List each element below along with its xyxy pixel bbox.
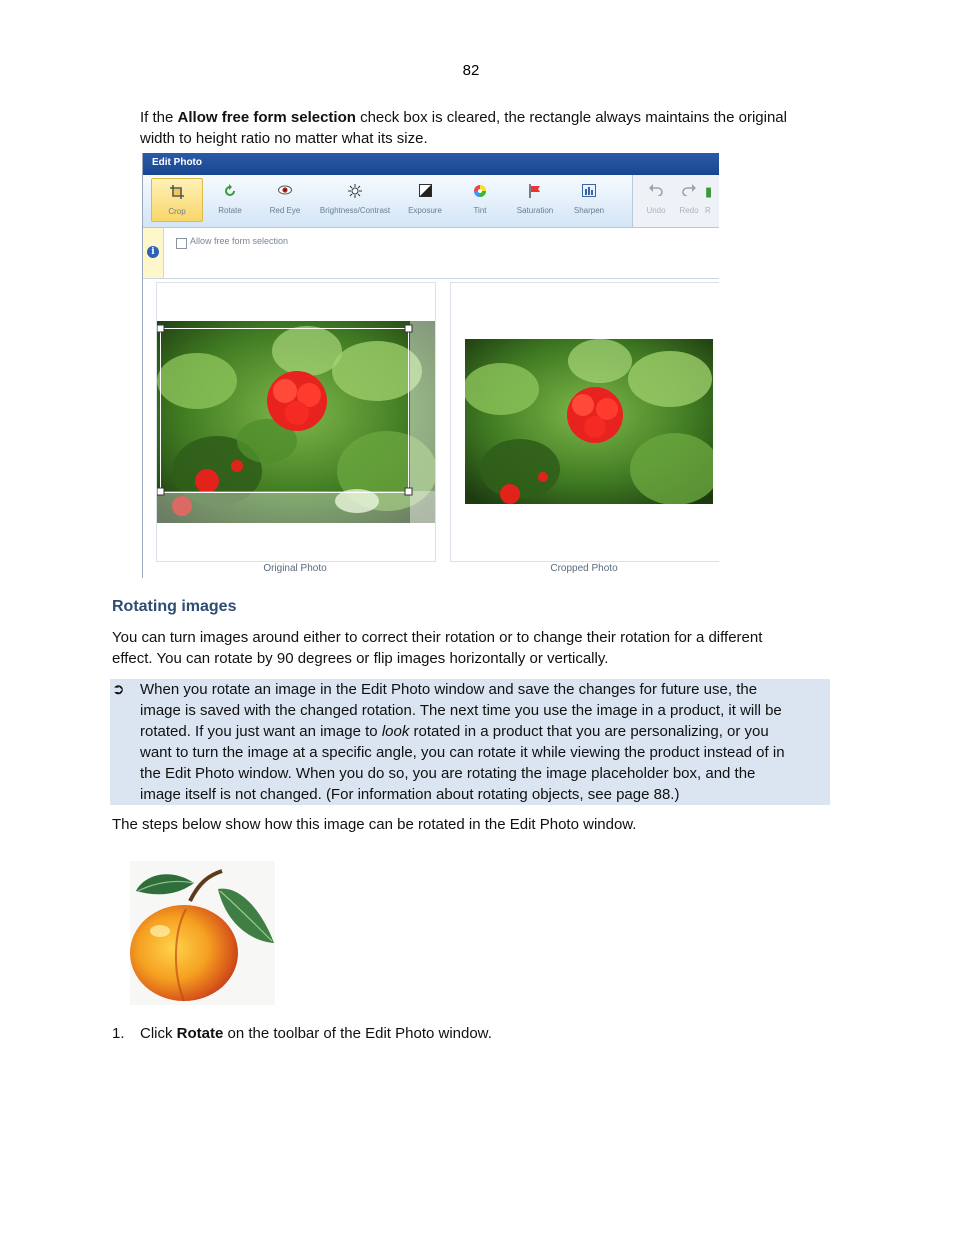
page-number: 82 (462, 62, 480, 79)
crop-options-bar (143, 228, 719, 279)
free-form-checkbox-label: Allow free form selection (190, 236, 289, 246)
peach-image (130, 861, 275, 1005)
paragraph-line: You can turn images around either to correct their rotation or to change their rotation for a different (112, 629, 763, 646)
intro-text: width to height ratio no matter what its size. (140, 130, 428, 147)
eye-icon (260, 184, 310, 200)
window-title: Edit Photo (143, 153, 719, 175)
edit-toolbar (143, 175, 719, 228)
red-eye-button[interactable]: Red Eye (260, 178, 310, 220)
redo-button[interactable]: Redo (664, 178, 714, 220)
note-line: the Edit Photo window. When you do so, you are rotating the image placeholder box, and the (140, 765, 756, 782)
note-box (110, 679, 830, 805)
free-form-checkbox[interactable] (176, 238, 187, 249)
rotate-button[interactable]: Rotate (205, 178, 255, 220)
section-paragraph (112, 627, 832, 669)
original-photo-caption: Original Photo (263, 563, 327, 574)
step-number: 1. (112, 1025, 125, 1042)
original-photo (157, 321, 435, 523)
exposure-icon (400, 184, 450, 200)
rotate-icon (205, 184, 255, 200)
cropped-photo (465, 339, 713, 504)
note-text (140, 679, 830, 805)
saturation-button[interactable]: Saturation (510, 178, 560, 220)
sharpen-button[interactable]: Sharpen (564, 178, 614, 220)
undo-button[interactable]: Undo (631, 178, 681, 220)
exposure-button[interactable]: Exposure (400, 178, 450, 220)
intro-paragraph (140, 107, 840, 149)
info-strip (143, 228, 164, 278)
step-1 (112, 1023, 832, 1044)
note-line: When you rotate an image in the Edit Photo window and save the changes for future use, the (140, 681, 758, 698)
reset-button[interactable]: ▮ R (705, 178, 719, 220)
tint-button[interactable]: Tint (455, 178, 505, 220)
sharpen-icon (564, 184, 614, 200)
saturation-icon (510, 184, 560, 200)
note-line: rotated in a product that you are personalizing, or you (409, 723, 769, 740)
step-text: Click (140, 1025, 177, 1042)
crop-button[interactable]: Crop (151, 178, 203, 222)
steps-intro: The steps below show how this image can be rotated in the Edit Photo window. (112, 816, 637, 833)
edit-photo-window (142, 153, 719, 578)
brightness-contrast-button[interactable]: Brightness/Contrast (315, 178, 395, 220)
note-line: image itself is not changed. (For information about rotating objects, see page 88.) (140, 786, 680, 803)
step-bold: Rotate (176, 1025, 224, 1042)
arrow-icon: ➲ (112, 681, 125, 698)
section-heading: Rotating images (112, 598, 237, 615)
sun-icon (315, 184, 395, 200)
intro-text: If the (140, 109, 178, 126)
color-wheel-icon (455, 184, 505, 200)
note-line: rotated. If you just want an image to (140, 723, 382, 740)
step-text: on the toolbar of the Edit Photo window. (223, 1025, 492, 1042)
cropped-photo-caption: Cropped Photo (550, 563, 618, 574)
note-line: image is saved with the changed rotation. The next time you use the image in a product, it will be (140, 702, 782, 719)
paragraph-line: effect. You can rotate by 90 degrees or flip images horizontally or vertically. (112, 650, 609, 667)
info-icon: i (147, 246, 159, 258)
intro-text: check box is cleared, the rectangle always maintains the original (355, 109, 787, 126)
note-line: want to turn the image at a specific angle, you can rotate it while viewing the product instead of in (140, 744, 785, 761)
intro-bold: Allow free form selection (177, 109, 356, 126)
note-italic: look (381, 723, 410, 740)
crop-icon (152, 185, 202, 201)
reset-icon: ▮ (705, 184, 713, 199)
